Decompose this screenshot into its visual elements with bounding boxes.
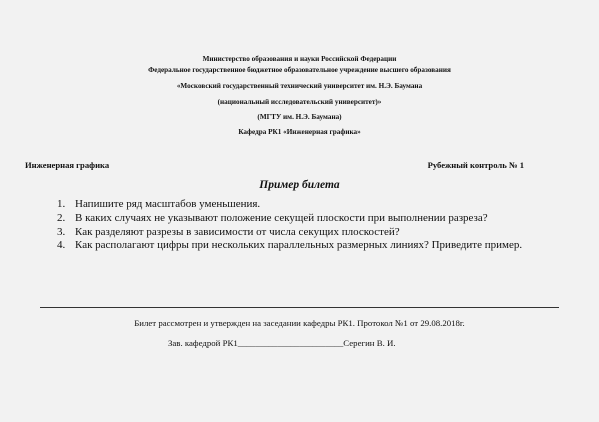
question-text: Как располагают цифры при нескольких параллельных размерных линиях? Приведите пример. [75, 239, 523, 252]
course-name: Инженерная графика [25, 160, 110, 170]
ministry-name: Министерство образования и науки Российской Федерации [202, 55, 397, 63]
university-abbr: (МГТУ им. Н.Э. Баумана) [257, 113, 342, 121]
question-text: В каких случаях не указывают положение секущей плоскости при выполнении разреза? [75, 211, 488, 224]
university-status: (национальный исследовательский университет)» [217, 98, 382, 106]
divider [40, 307, 559, 308]
approval-note: Билет рассмотрен и утвержден на заседании кафедры РК1. Протокол №1 от 29.08.2018г. [134, 318, 465, 328]
list-item [57, 212, 547, 226]
department-head-signature-line: Зав. кафедрой РК1________________________Серегин В. И. [168, 338, 396, 348]
questions-list [57, 198, 547, 253]
question-number: 3. [57, 225, 66, 238]
question-text: Напишите ряд масштабов уменьшения. [75, 198, 261, 210]
question-number: 4. [57, 239, 66, 252]
university-name: «Московский государственный технический университет им. Н.Э. Баумана [176, 82, 423, 90]
question-number: 1. [57, 198, 66, 210]
question-number: 2. [57, 211, 66, 224]
list-item [57, 198, 547, 212]
ticket-title: Пример билета [259, 179, 340, 191]
list-item [57, 226, 547, 240]
control-title: Рубежный контроль № 1 [427, 160, 524, 170]
department-name: Кафедра РК1 «Инженерная графика» [238, 128, 361, 136]
list-item [57, 239, 547, 253]
institution-type: Федеральное государственное бюджетное образовательное учреждение высшего образования [148, 66, 451, 74]
question-text: Как разделяют разрезы в зависимости от числа секущих плоскостей? [75, 225, 400, 238]
